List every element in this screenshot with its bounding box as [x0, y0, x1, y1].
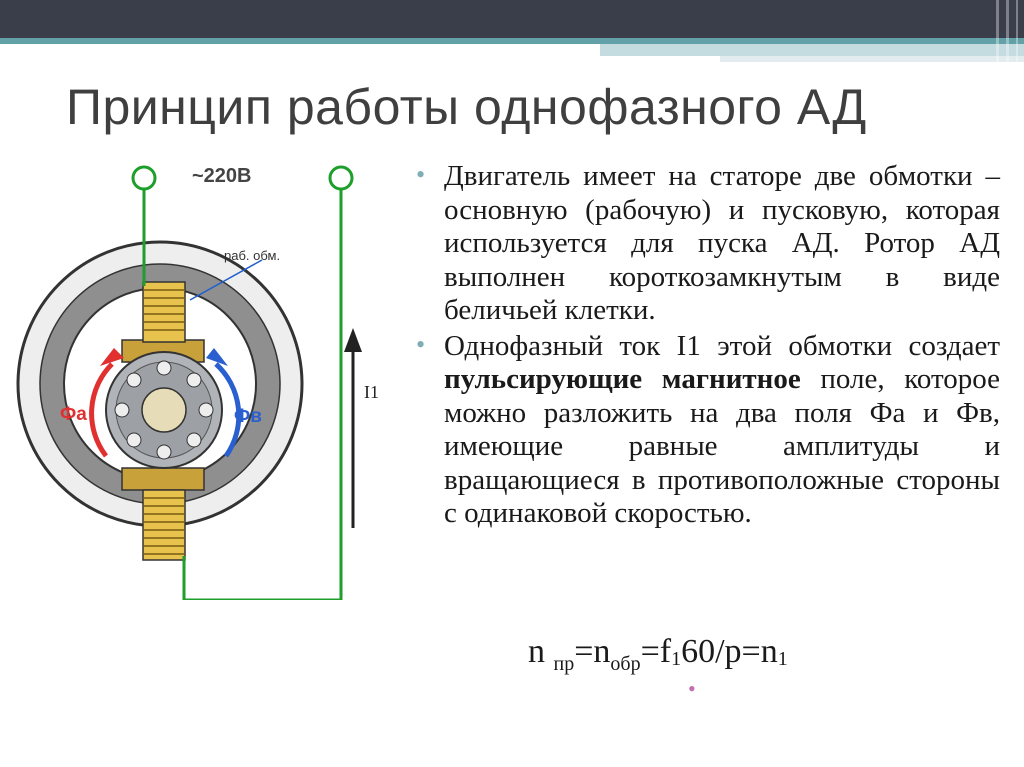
phi-a-label: Фа: [60, 404, 87, 425]
bullet-2: [412, 330, 1000, 531]
current-label: I1: [364, 382, 379, 402]
motor-diagram: [0, 152, 386, 600]
phi-b-label: Фв: [234, 406, 262, 427]
winding-top: [143, 282, 185, 342]
winding-label: раб. обм.: [224, 248, 281, 263]
terminal-left: [133, 167, 155, 189]
winding-bottom: [143, 490, 185, 560]
bullet-dot-icon: •: [416, 160, 426, 189]
rotor: [106, 352, 222, 468]
formula-eq2: =f: [640, 633, 672, 670]
formula-rest: 60/p=n: [681, 633, 778, 670]
formula-sub-pr: пр: [553, 652, 575, 675]
bullet-2-bold: пульсирующие магнитное: [444, 363, 801, 395]
formula-sub-obr: обр: [610, 652, 641, 675]
formula-sub-1a: 1: [671, 648, 682, 670]
top-decorative-bars: [0, 0, 1024, 66]
empty-bullet-icon: •: [688, 676, 696, 701]
formula-eq1: =n: [574, 633, 611, 670]
slide-title: Принцип работы однофазного АД: [66, 79, 867, 135]
bullet-2-text-b: поле, которое можно разложить на два поля Фа и Фв, имеющие равные амплитуды и вращающиеся в противоположные стороны с одинаковой скоростью.: [444, 363, 1000, 529]
speed-formula: [528, 633, 788, 676]
bullet-list: [412, 160, 1000, 533]
voltage-label: ~220В: [192, 165, 252, 187]
bullet-2-text-a: Однофазный ток I1 этой обмотки создает: [444, 329, 1000, 362]
bullet-1-text: Двигатель имеет на статоре две обмотки – основную (рабочую) и пусковую, которая используется для пуска АД. Ротор АД выполнен короткозамкнутым в виде беличьей клетки.: [444, 160, 1000, 326]
bullet-1: [412, 160, 1000, 328]
bullet-dot-icon: •: [416, 329, 426, 359]
formula-sub-1b: 1: [777, 648, 788, 670]
formula-n: n: [528, 633, 545, 670]
terminal-right: [330, 167, 352, 189]
